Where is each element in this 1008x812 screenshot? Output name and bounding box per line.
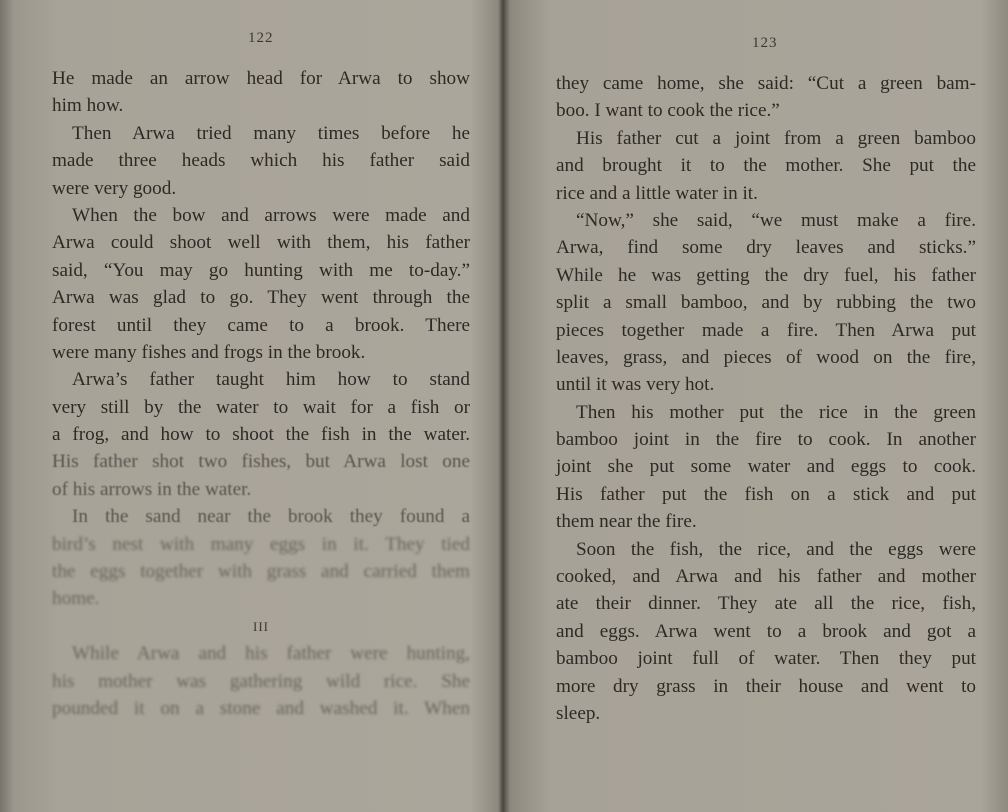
text-line: the eggs together with grass and carried them [52, 561, 470, 583]
text-line: said, “You may go hunting with me to-day.” [52, 259, 470, 281]
text-line: leaves, grass, and pieces of wood on the fire, [556, 346, 976, 368]
text-line: them near the fire. [556, 511, 697, 533]
page-number: 122 [248, 30, 274, 46]
text-line: and eggs. Arwa went to a brook and got a [556, 620, 976, 642]
text-line: bamboo joint in the fire to cook. In another [556, 429, 976, 451]
text-line: While Arwa and his father were hunting, [72, 643, 470, 665]
text-line: Arwa’s father taught him how to stand [72, 369, 470, 391]
text-line: ate their dinner. They ate all the rice, fish, [556, 593, 976, 615]
text-line: He made an arrow head for Arwa to show [52, 68, 470, 89]
text-line: they came home, she said: “Cut a green bam- [556, 73, 976, 94]
text-line: Arwa, find some dry leaves and sticks.” [556, 237, 976, 259]
text-line: His father put the fish on a stick and put [556, 483, 976, 505]
text-line: pieces together made a fire. Then Arwa put [556, 319, 976, 341]
text-line: a frog, and how to shoot the fish in the water. [52, 424, 470, 446]
text-line: forest until they came to a brook. There [52, 314, 470, 336]
text-line: split a small bamboo, and by rubbing the two [556, 292, 976, 314]
text-line: Then Arwa tried many times before he [72, 122, 470, 144]
text-line: sleep. [556, 702, 601, 724]
page-text [556, 70, 976, 727]
text-line: and brought it to the mother. She put the [556, 155, 976, 177]
text-line: Arwa was glad to go. They went through the [52, 287, 470, 309]
text-line: His father shot two fishes, but Arwa lost one [52, 451, 470, 473]
text-line: were many fishes and frogs in the brook. [52, 341, 366, 363]
text-line: until it was very hot. [556, 374, 715, 396]
text-line: His father cut a joint from a green bamboo [576, 127, 976, 149]
left-page [0, 0, 500, 812]
text-line: “Now,” she said, “we must make a fire. [576, 209, 976, 231]
right-page [506, 0, 1008, 812]
text-line: boo. I want to cook the rice.” [556, 100, 780, 122]
text-line: pounded it on a stone and washed it. When [52, 697, 470, 719]
page-number: 123 [752, 35, 778, 51]
text-line: In the sand near the brook they found a [72, 506, 470, 528]
text-line: Soon the fish, the rice, and the eggs were [576, 538, 976, 560]
text-line: When the bow and arrows were made and [72, 204, 470, 226]
text-line: him how. [52, 95, 124, 117]
page-text [52, 65, 470, 722]
text-line: were very good. [52, 177, 177, 199]
text-line: his mother was gathering wild rice. She [52, 670, 470, 692]
text-line: very still by the water to wait for a fish or [52, 396, 470, 418]
text-line: more dry grass in their house and went to [556, 675, 976, 697]
text-line: Then his mother put the rice in the green [576, 401, 976, 423]
text-line: made three heads which his father said [52, 150, 470, 172]
text-line: home. [52, 588, 100, 610]
text-line: Arwa could shoot well with them, his father [52, 232, 470, 254]
text-line: rice and a little water in it. [556, 182, 758, 204]
section-heading: III [253, 618, 269, 634]
text-line: bird’s nest with many eggs in it. They tied [52, 533, 470, 555]
text-line: of his arrows in the water. [52, 478, 252, 500]
text-line: While he was getting the dry fuel, his father [556, 264, 976, 286]
text-line: cooked, and Arwa and his father and mother [556, 566, 976, 588]
text-line: joint she put some water and eggs to cook. [556, 456, 976, 478]
text-line: bamboo joint full of water. Then they put [556, 648, 976, 670]
